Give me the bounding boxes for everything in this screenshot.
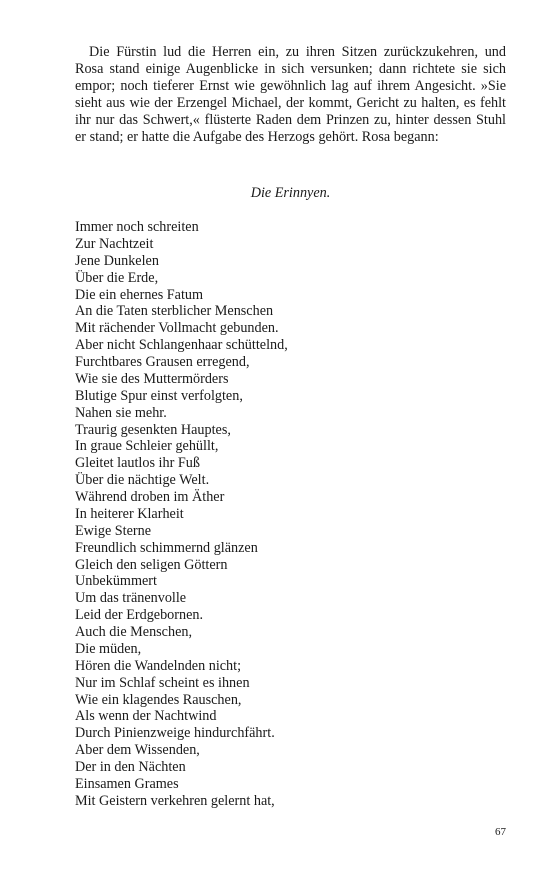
poem-line: Um das tränenvolle: [75, 590, 187, 607]
poem-line: Mit Geistern verkehren gelernt hat,: [75, 792, 275, 809]
poem-line: Auch die Menschen,: [75, 624, 193, 640]
poem-line: Über die Erde,: [75, 269, 159, 286]
poem-line: Aber nicht Schlangenhaar schüttelnd,: [75, 337, 288, 354]
poem-line: Traurig gesenkten Hauptes,: [75, 421, 231, 438]
poem-line: Während droben im Äther: [75, 489, 225, 505]
poem-line: Die ein ehernes Fatum: [75, 286, 204, 303]
poem-line: Blutige Spur einst verfolgten,: [75, 387, 243, 404]
poem-line: Mit rächender Vollmacht gebunden.: [75, 320, 279, 337]
poem-line: Gleitet lautlos ihr Fuß: [75, 455, 200, 472]
page-number: 67: [495, 826, 506, 838]
poem-line: Unbekümmert: [75, 573, 157, 590]
poem-stanza: [75, 219, 506, 810]
poem-line: Nur im Schlaf scheint es ihnen: [75, 674, 250, 691]
book-page: [75, 0, 506, 880]
prose-paragraph: Die Fürstin lud die Herren ein, zu ihren Sitzen zurückzukehren, und Rosa stand einige Augenblicke in sich versunken; dann richtete sie sich empor; noch tieferer Ernst wie gewöhnlich lag auf ihrem Angesicht. »Sie sieht aus wie der Erzengel Michael, der kommt, Gericht zu halten, es fehlt ihr nur das Schwert,« flüsterte Raden dem Prinzen zu, hinter dessen Stuhl er stand; er hatte die Aufgabe des Herzogs gehört. Rosa begann:: [75, 44, 506, 145]
poem-line: Aber dem Wissenden,: [75, 742, 200, 759]
poem-line: Hören die Wandelnden nicht;: [75, 657, 242, 674]
poem-line: Jene Dunkelen: [75, 252, 159, 269]
poem-line: Durch Pinienzweige hindurchfährt.: [75, 725, 275, 742]
poem-line: Leid der Erdgebornen.: [75, 607, 204, 624]
poem-line: Über die nächtige Welt.: [75, 472, 210, 489]
poem-line: Wie sie des Muttermörders: [75, 370, 229, 387]
poem-line: Immer noch schreiten: [75, 219, 199, 235]
poem-line: Gleich den seligen Göttern: [75, 556, 228, 573]
poem-line: Als wenn der Nachtwind: [75, 708, 217, 725]
poem-line: Zur Nachtzeit: [75, 235, 154, 252]
poem-line: Nahen sie mehr.: [75, 404, 167, 421]
poem-line: Die müden,: [75, 640, 142, 657]
poem-line: Einsamen Grames: [75, 775, 179, 792]
poem-line: In graue Schleier gehüllt,: [75, 438, 219, 455]
poem-line: Freundlich schimmernd glänzen: [75, 539, 258, 556]
poem-line: An die Taten sterblicher Menschen: [75, 303, 274, 320]
poem-line: Wie ein klagendes Rauschen,: [75, 691, 242, 708]
poem-line: In heiterer Klarheit: [75, 505, 184, 522]
poem-line: Der in den Nächten: [75, 759, 186, 775]
poem-title: Die Erinnyen.: [250, 185, 331, 201]
poem-line: Ewige Sterne: [75, 522, 152, 539]
poem-line: Furchtbares Grausen erregend,: [75, 354, 250, 370]
